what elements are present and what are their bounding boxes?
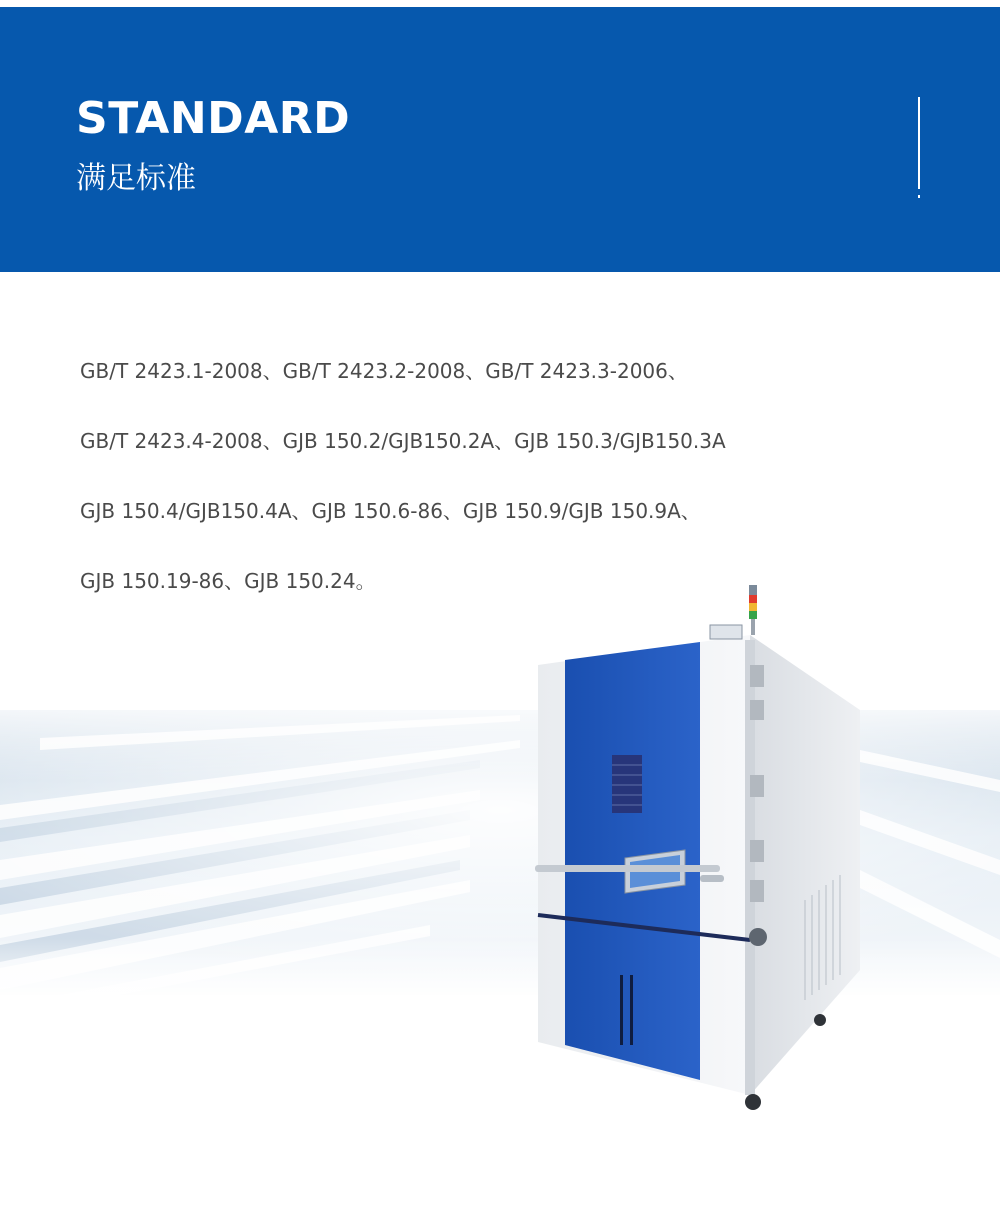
banner-divider-dot — [918, 195, 920, 198]
banner-divider — [918, 97, 920, 189]
standards-line-4: GJB 150.19-86、GJB 150.24。 — [80, 569, 376, 593]
header-banner — [0, 7, 1000, 272]
standards-line-3: GJB 150.4/GJB150.4A、GJB 150.6-86、GJB 150.9/GJB 150.9A、 — [80, 499, 701, 523]
standards-line-2: GB/T 2423.4-2008、GJB 150.2/GJB150.2A、GJB 150.3/GJB150.3A — [80, 429, 726, 453]
banner-subtitle: 满足标准 — [76, 161, 196, 196]
test-chamber-image — [520, 580, 865, 1120]
standards-line-1: GB/T 2423.1-2008、GB/T 2423.2-2008、GB/T 2423.3-2006、 — [80, 359, 688, 383]
banner-title: STANDARD — [76, 93, 351, 144]
